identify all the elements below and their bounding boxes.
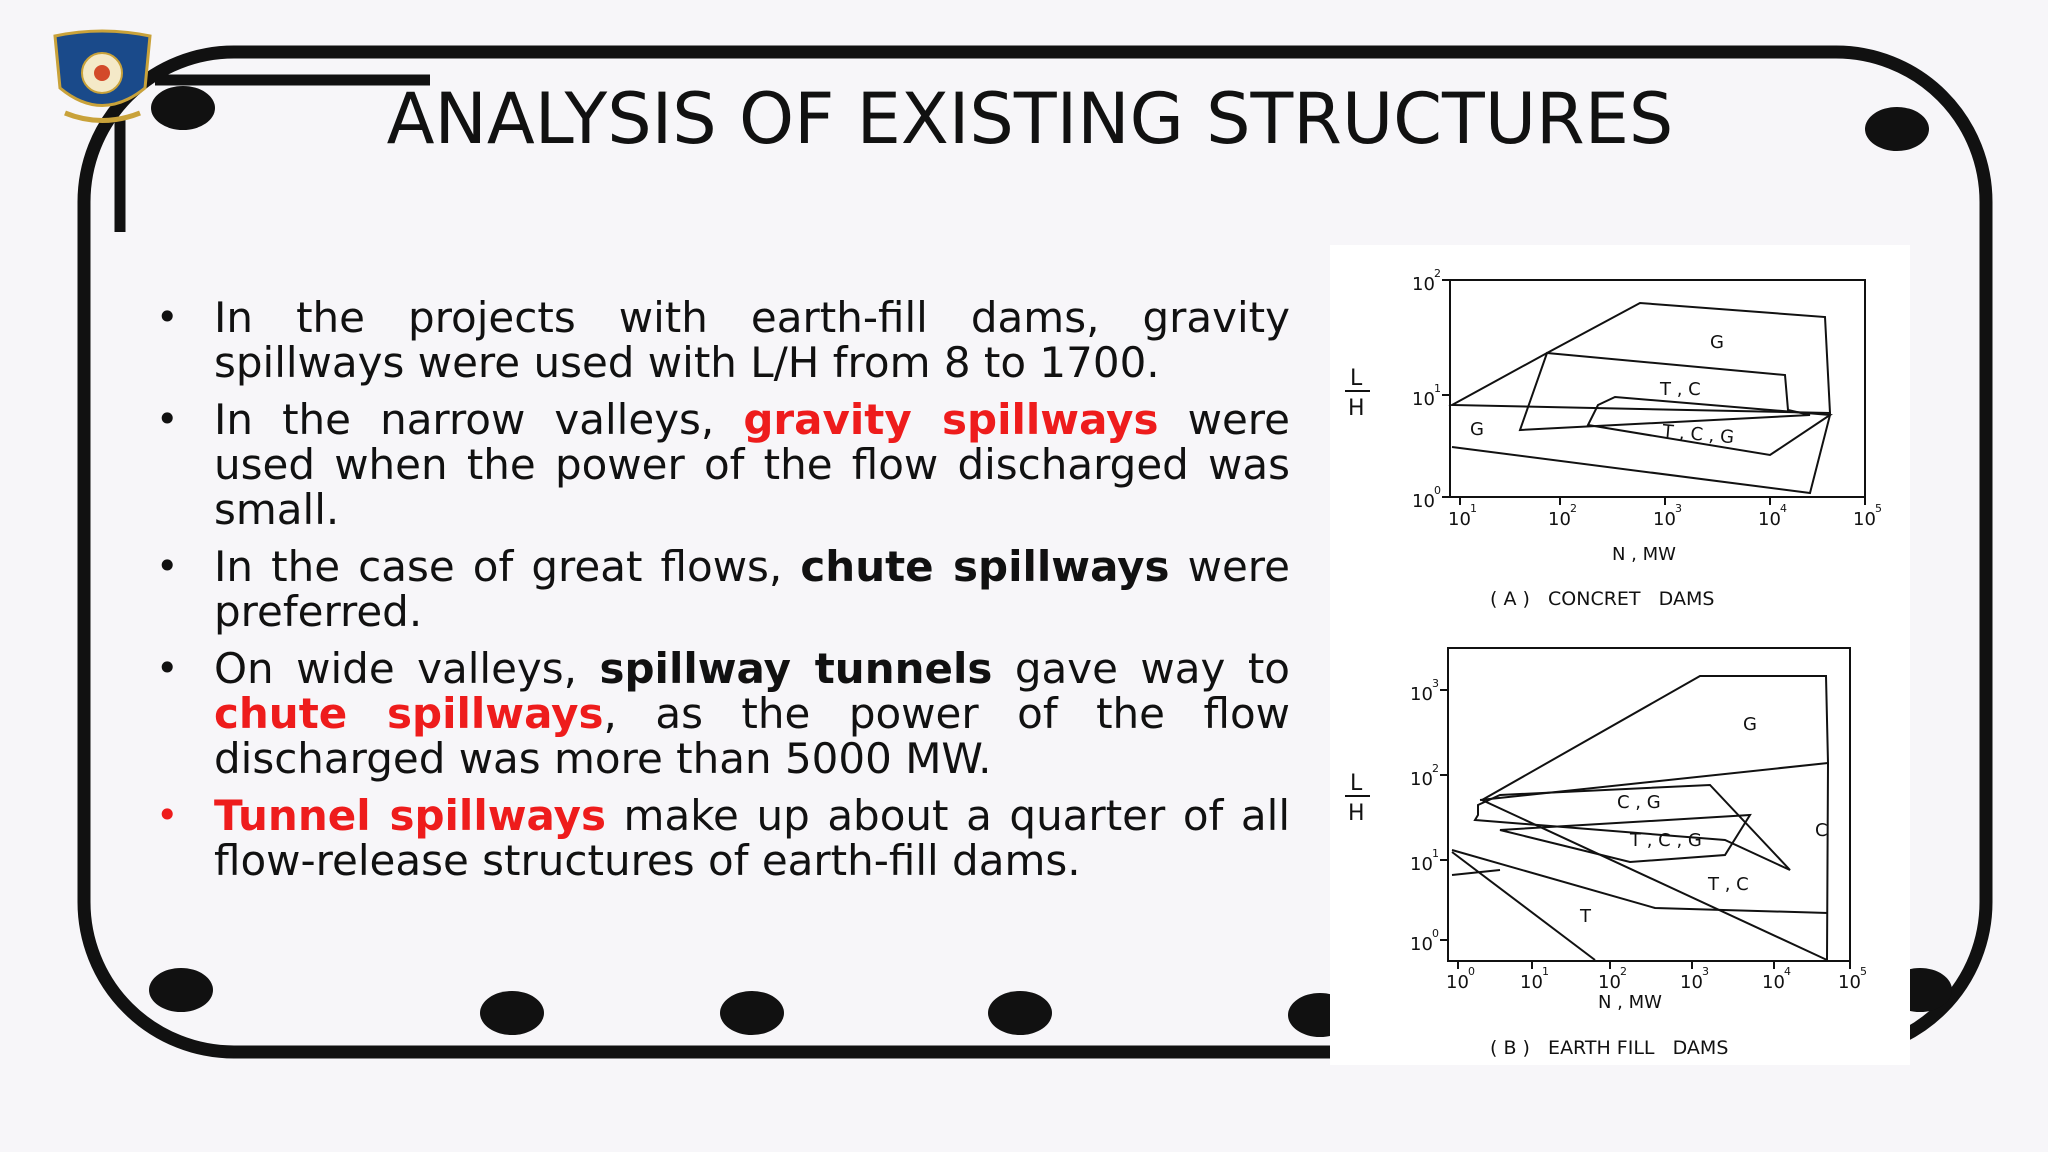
y-tick-exp: 2: [1432, 762, 1439, 775]
figure-caption: ( B ) EARTH FILL DAMS: [1490, 1037, 1729, 1059]
bullet-text: In the narrow valleys,: [214, 395, 744, 444]
bullet-text: , as the power of the flow discharged was more than 5000 MW.: [214, 689, 1290, 783]
region-label: C: [1815, 820, 1828, 841]
region-label: T , C: [1660, 379, 1701, 400]
region-label: C , G: [1617, 792, 1661, 813]
x-tick-label: 10: [1653, 509, 1676, 530]
y-axis-label: H: [1348, 801, 1365, 826]
bold-text: spillway tunnels: [599, 644, 993, 693]
highlight-text: gravity spillways: [743, 395, 1159, 444]
x-axis-label: N , MW: [1598, 992, 1662, 1013]
y-axis-label: L: [1350, 771, 1363, 796]
bullet-text: In the projects with earth-fill dams, gravity spillways were used with L/H from 8 to 1700.: [214, 293, 1290, 387]
frame-dot: [988, 991, 1052, 1035]
y-tick-exp: 3: [1432, 677, 1439, 690]
x-tick-exp: 0: [1468, 965, 1475, 978]
x-tick-exp: 4: [1780, 502, 1787, 515]
figure-caption: ( A ) CONCRET DAMS: [1490, 588, 1715, 610]
region-g: [1452, 303, 1830, 413]
frame-dot: [151, 86, 215, 130]
x-tick-label: 10: [1598, 972, 1621, 993]
bullet-text: gave way to: [992, 644, 1290, 693]
region-label: G: [1743, 714, 1757, 735]
bullet-item: [150, 646, 1290, 781]
region-g: [1482, 676, 1828, 960]
highlight-text: chute spillways: [214, 689, 604, 738]
bullet-item: [150, 793, 1290, 883]
y-tick-label: 10: [1412, 491, 1435, 512]
x-tick-exp: 1: [1542, 965, 1549, 978]
plot-frame: [1450, 280, 1865, 497]
region-label: T , C: [1708, 874, 1749, 895]
region-label: T , C , G: [1630, 830, 1702, 851]
y-tick-label: 10: [1410, 854, 1433, 875]
x-tick-label: 10: [1548, 509, 1571, 530]
region-label: T: [1580, 906, 1591, 927]
frame-dot: [149, 968, 213, 1012]
bullet-text: were used when the power of the flow discharged was small.: [214, 395, 1290, 534]
x-tick-label: 10: [1758, 509, 1781, 530]
y-tick-exp: 1: [1434, 382, 1441, 395]
region-label: T , C , G: [1661, 421, 1735, 449]
y-tick-exp: 0: [1434, 484, 1441, 497]
frame-dot: [720, 991, 784, 1035]
x-tick-label: 10: [1448, 509, 1471, 530]
x-tick-label: 10: [1853, 509, 1876, 530]
slide-title: ANALYSIS OF EXISTING STRUCTURES: [386, 78, 1674, 160]
bullet-text: were preferred.: [214, 542, 1290, 636]
bullet-list: [150, 295, 1290, 895]
y-tick-label: 10: [1410, 934, 1433, 955]
x-tick-exp: 4: [1784, 965, 1791, 978]
y-tick-exp: 0: [1432, 927, 1439, 940]
x-axis-label: N , MW: [1612, 544, 1676, 565]
x-tick-label: 10: [1680, 972, 1703, 993]
university-emblem-icon: [45, 28, 160, 133]
y-tick-label: 10: [1410, 684, 1433, 705]
x-tick-label: 10: [1446, 972, 1469, 993]
highlight-text: Tunnel spillways: [214, 791, 606, 840]
x-tick-exp: 1: [1470, 502, 1477, 515]
y-tick-exp: 2: [1434, 267, 1441, 280]
frame-dot: [1865, 107, 1929, 151]
bullet-item: [150, 544, 1290, 634]
y-tick-exp: 1: [1432, 847, 1439, 860]
x-tick-exp: 5: [1860, 965, 1867, 978]
figure-b-earth-fill-dams: [1330, 630, 1910, 1070]
x-tick-exp: 2: [1570, 502, 1577, 515]
region-t: [1452, 852, 1595, 960]
x-tick-exp: 3: [1675, 502, 1682, 515]
bullet-text: make up about a quarter of all flow-release structures of earth-fill dams.: [214, 791, 1290, 885]
bullet-item: [150, 295, 1290, 385]
x-tick-exp: 3: [1702, 965, 1709, 978]
x-tick-label: 10: [1838, 972, 1861, 993]
x-tick-exp: 2: [1620, 965, 1627, 978]
y-tick-label: 10: [1412, 274, 1435, 295]
region-tc: [1452, 850, 1828, 913]
region-label: G: [1470, 419, 1484, 440]
y-tick-label: 10: [1412, 389, 1435, 410]
y-axis-label: H: [1348, 396, 1365, 421]
frame-dot: [480, 991, 544, 1035]
region-label: G: [1710, 332, 1724, 353]
figure-a-concrete-dams: [1330, 255, 1910, 625]
bold-text: chute spillways: [800, 542, 1170, 591]
bullet-text: In the case of great flows,: [214, 542, 801, 591]
x-tick-exp: 5: [1875, 502, 1882, 515]
y-axis-label: L: [1350, 366, 1363, 391]
bullet-text: On wide valleys,: [214, 644, 600, 693]
bullet-item: [150, 397, 1290, 532]
x-tick-label: 10: [1762, 972, 1785, 993]
y-tick-label: 10: [1410, 769, 1433, 790]
x-tick-label: 10: [1520, 972, 1543, 993]
